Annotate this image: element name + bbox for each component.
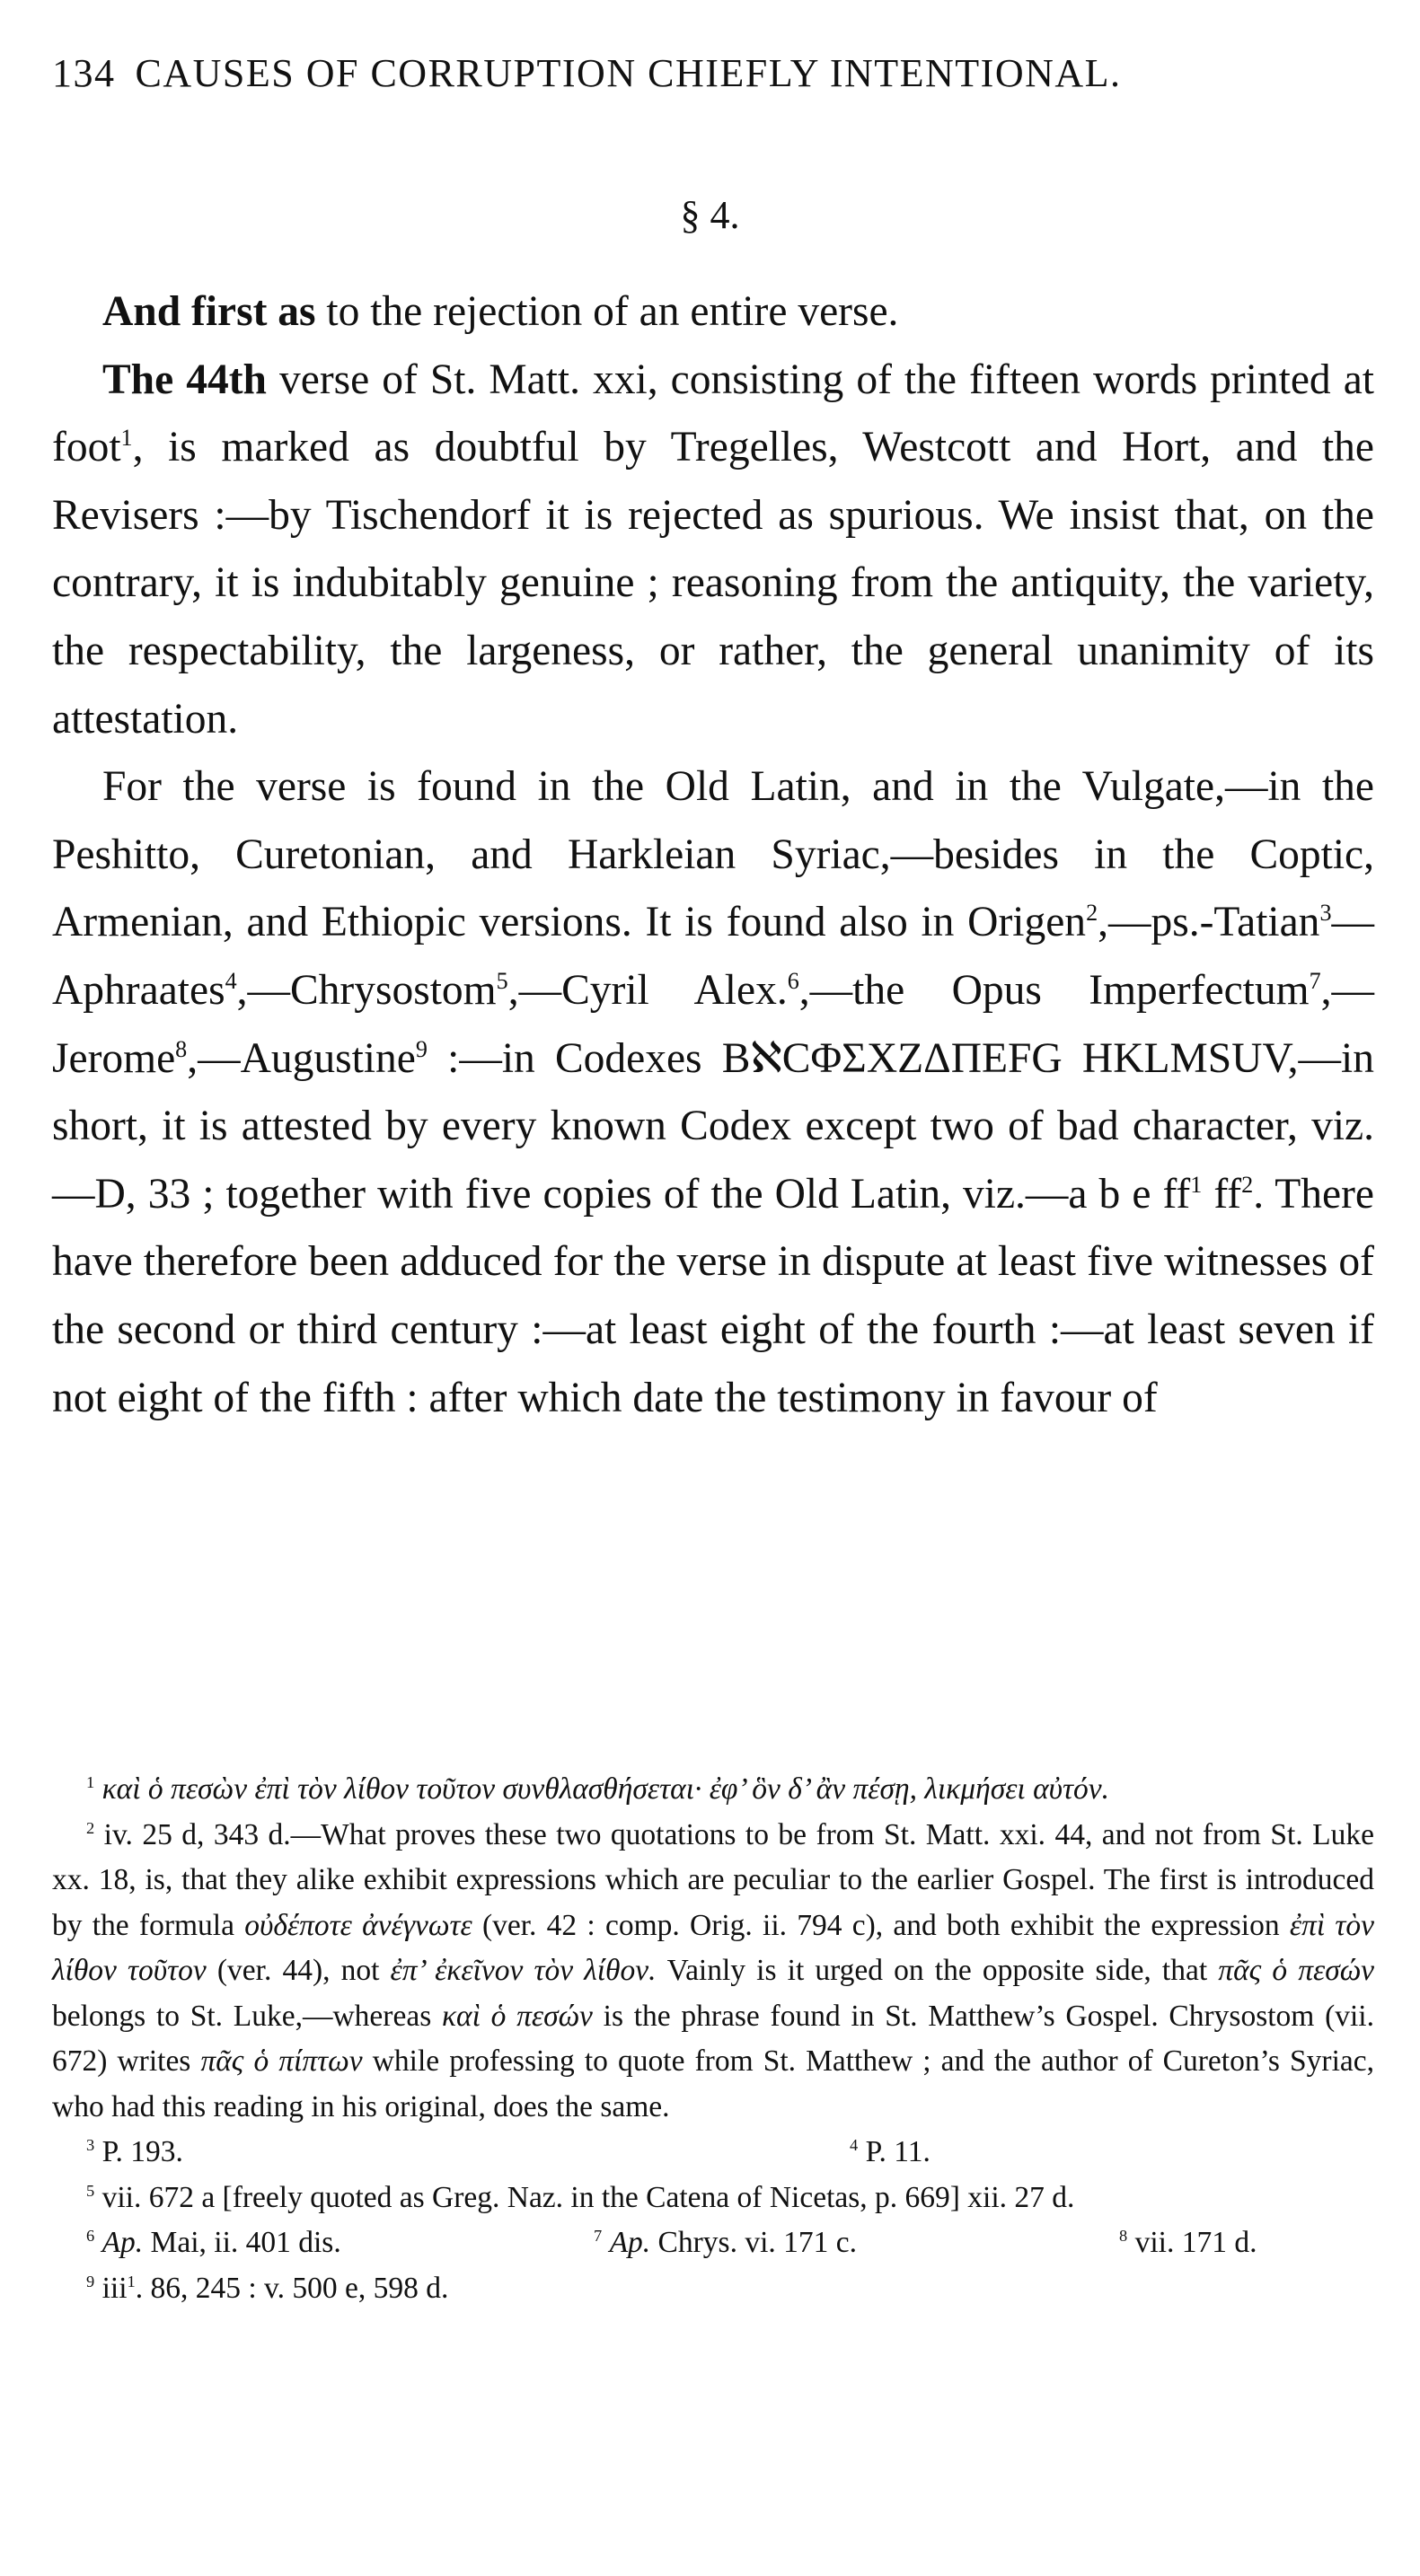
footnotes-6-7-8 [52,2220,1374,2266]
ff-superscript-1: 1 [1190,1171,1203,1198]
paragraph-2 [52,347,1374,754]
footnote-2-mark: 2 [86,1818,95,1837]
paragraph-1-text: to the rejection of an entire verse. [315,288,899,335]
footnote-2-text-e: belongs to St. Luke,—whereas [52,1999,442,2033]
footnote-2-greek-5: καὶ ὁ πεσών [441,1999,593,2033]
paragraph-2-text-a: verse of St. Matt. xxi, consisting of the fifteen words printed at foot [52,356,1374,471]
footnote-ref-5: 5 [496,968,508,995]
footnote-5-text: vii. 672 a [freely quoted as Greg. Naz. in the Catena of Nicetas, p. 669] xii. 27 d. [101,2180,1075,2214]
footnote-3-mark: 3 [86,2135,95,2154]
footnotes-3-4 [52,2130,1374,2176]
footnote-4-mark: 4 [850,2135,859,2154]
footnote-ref-2: 2 [1086,900,1098,927]
paragraph-3-text-b: ,—ps.-Tatian [1098,899,1320,946]
footnote-7 [594,2220,1119,2266]
paragraph-3-text-e: ,—Cyril Alex. [507,966,788,1014]
paragraph-3-text-k: . There have therefore been adduced for the verse in dispute at least five witnesses of the second or third century :—at least eight of the fourth :—at least seven if not eight of the fifth : after which date the testimony in favour of [52,1170,1375,1421]
footnote-2-text-f: is the phrase found in St. Matthew’s Gospel. Chrysostom (vii. 672) writes [52,1999,1374,2078]
main-text [52,278,1374,1432]
running-header [52,51,1381,95]
paragraph-3-text-d: ,—Chrysostom [236,966,497,1014]
footnote-9-mark: 9 [86,2272,95,2290]
footnote-2-greek-3: ἐπ’ ἐκεῖνον τὸν λίθον. [390,1954,657,1987]
paragraph-1 [52,278,1374,347]
footnote-6-ap: Ap. [101,2226,144,2259]
footnote-7-text: Chrys. vi. 171 c. [650,2226,858,2259]
footnote-ref-7: 7 [1309,968,1321,995]
footnote-5-mark: 5 [86,2181,95,2200]
footnote-6-text: Mai, ii. 401 dis. [143,2226,341,2259]
footnote-4 [850,2130,930,2176]
footnote-9 [52,2266,1374,2312]
footnote-6 [86,2220,594,2266]
footnote-2-greek-6: πᾶς ὁ πίπτων [200,2044,363,2078]
footnote-1 [52,1767,1374,1813]
footnote-2-text-h: while professing to quote from St. Matthew ; and the author of Cureton’s Syriac, who had this reading in his original, does the same. [52,2044,1374,2123]
ff-superscript-2: 2 [1241,1171,1254,1198]
footnote-ref-6: 6 [787,968,799,995]
paragraph-3-text-g: ,—Jerome [52,966,1374,1082]
footnote-2-text-c: (ver. 44), not [206,1954,391,1987]
footnote-8 [1119,2220,1371,2266]
footnote-9-text-b: . 86, 245 : v. 500 e, 598 d. [135,2271,449,2305]
footnote-ref-1: 1 [120,425,133,452]
footnote-8-text: vii. 171 d. [1134,2226,1257,2259]
running-title: CAUSES OF CORRUPTION CHIEFLY INTENTIONAL. [135,51,1122,95]
footnote-ref-9: 9 [415,1035,428,1062]
footnote-ref-8: 8 [175,1035,188,1062]
footnotes [52,1767,1374,2311]
footnote-2-text-d: Vainly is it urged on the opposite side, that [656,1954,1219,1987]
footnote-5 [52,2176,1374,2221]
footnote-9-text-a: iii [101,2271,128,2305]
footnote-2-greek-1: οὐδέποτε ἀνέγνωτε [244,1908,472,1942]
paragraph-3-text-j: ff [1202,1170,1242,1218]
footnote-ref-4: 4 [225,968,237,995]
section-heading: § 4. [680,193,740,237]
footnote-2-text-a: iv. 25 d, 343 d.—What proves these two quotations to be from St. Matt. xxi. 44, and not from St. Luke xx. 18, is, that they alike exhibit expressions which are peculiar to the earlier Gospel. The first is introduced by the formula [52,1817,1375,1942]
footnote-3-text: P. 193. [101,2135,183,2168]
footnote-8-mark: 8 [1119,2226,1128,2245]
page-number: 134 [52,51,116,95]
footnote-7-ap: Ap. [609,2226,651,2259]
footnote-1-mark: 1 [86,1772,95,1791]
bold-lead: And first as [102,288,316,335]
footnote-1-greek: καὶ ὁ πεσὼν ἐπὶ τὸν λίθον τοῦτον συνθλασθήσεται· ἐφ’ ὃν δ’ ἂν πέσῃ, λικμήσει αὐτόν. [101,1772,1110,1806]
footnote-2-text-b: (ver. 42 : comp. Orig. ii. 794 c), and both exhibit the expression [472,1908,1290,1942]
bold-verse-number: The 44th [102,356,267,403]
footnote-4-text: P. 11. [865,2135,930,2168]
paragraph-3-text-c: —Aphraates [52,899,1374,1014]
footnote-2 [52,1813,1374,2131]
paragraph-3-text-i: :—in Codexes BℵCΦΣXZΔΠEFG HKLMSUV,—in short, it is attested by every known Codex except two of bad character, viz.—D, 33 ; together with five copies of the Old Latin, viz.—a b e ff [52,1034,1374,1218]
footnote-ref-3: 3 [1319,900,1332,927]
footnote-2-greek-2: ἐπὶ τὸν λίθον τοῦτον [52,1908,1374,1987]
footnote-7-mark: 7 [594,2226,603,2245]
paragraph-3-text-f: ,—the Opus Imperfectum [798,966,1310,1014]
paragraph-3-text-a: For the verse is found in the Old Latin, and in the Vulgate,—in the Peshitto, Curetonian, and Harkleian Syriac,—besides in the Coptic, Armenian, and Ethiopic versions. It is found also in Origen [52,763,1374,946]
paragraph-2-text-b: , is marked as doubtful by Tregelles, Westcott and Hort, and the Revisers :—by Tischendorf it is rejected as spurious. We insist that, on the contrary, it is indubitably genuine ; reasoning from the antiquity, the variety, the respectability, the largeness, or rather, the general unanimity of its attestation. [52,424,1374,743]
footnote-9-superscript: 1 [127,2272,136,2290]
footnote-6-mark: 6 [86,2226,95,2245]
footnote-3 [86,2130,850,2176]
paragraph-3-text-h: ,—Augustine [187,1034,416,1082]
paragraph-3 [52,753,1374,1432]
footnote-2-greek-4: πᾶς ὁ πεσών [1218,1954,1374,1987]
